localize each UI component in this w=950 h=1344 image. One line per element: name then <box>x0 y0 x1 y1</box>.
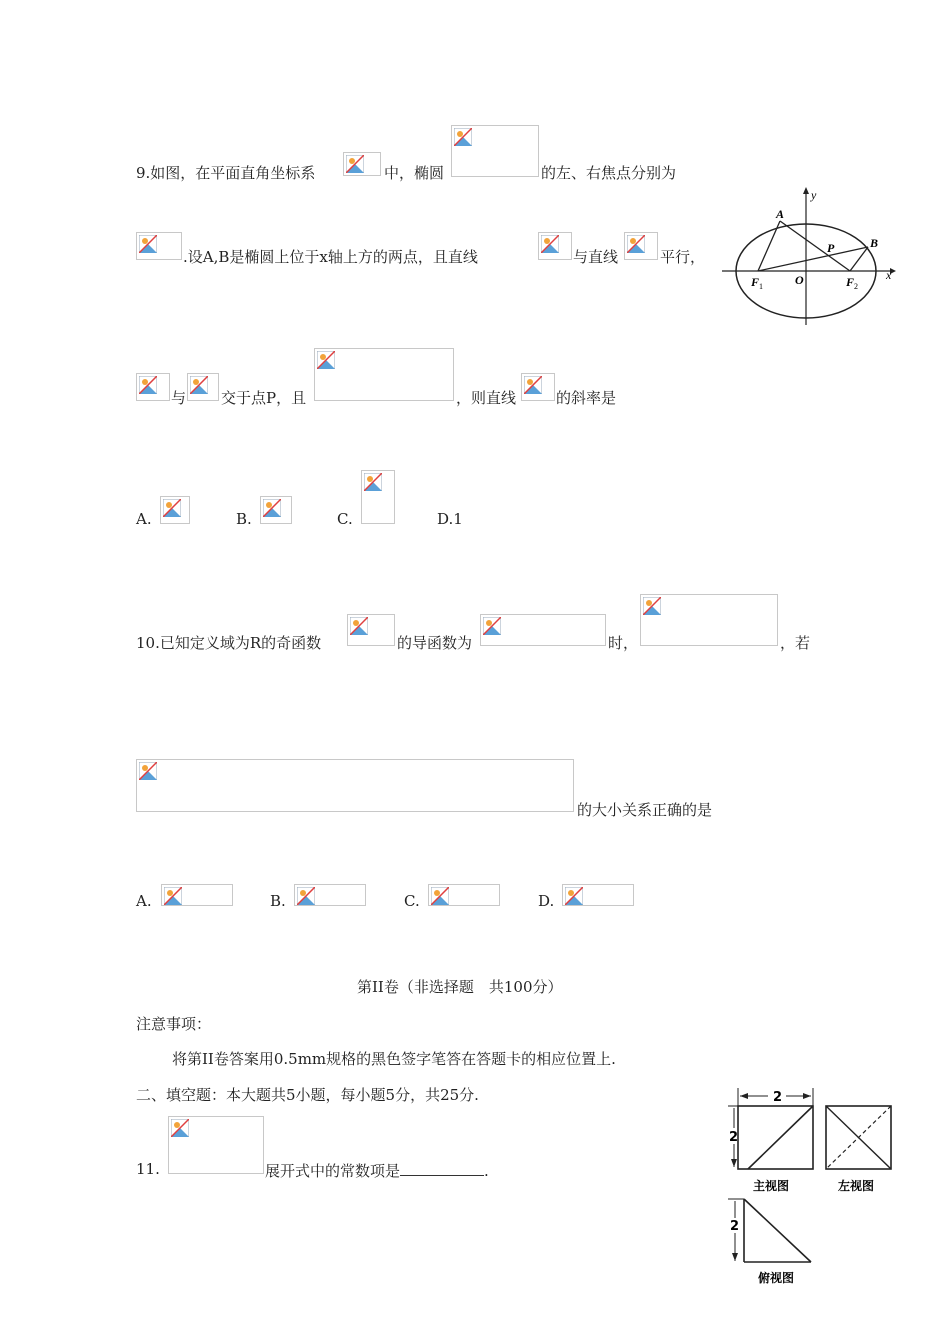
q9-text-mid1: 中，椭圆 <box>384 164 445 182</box>
formula-image-icon <box>347 614 395 646</box>
q10-text-start: 10.已知定义域为R的奇函数 <box>136 634 322 652</box>
notice-body: 将第II卷答案用0.5mm规格的黑色签字笔答在答题卡的相应位置上. <box>172 1050 616 1068</box>
q10-line2: 的大小关系正确的是 <box>577 801 713 819</box>
q10-text-mid2: 时， <box>608 634 639 652</box>
formula-image-icon <box>294 884 366 906</box>
formula-image-icon <box>640 594 778 646</box>
formula-image-icon <box>451 125 539 177</box>
label-o: O <box>795 273 804 287</box>
fill-section-title: 二、填空题：本大题共5小题，每小题5分，共25分. <box>136 1086 479 1104</box>
formula-image-icon <box>521 373 555 401</box>
formula-image-icon <box>260 496 292 524</box>
q11-number: 11. <box>136 1160 160 1178</box>
label-f1-sub: 1 <box>759 282 763 291</box>
line-af1 <box>758 221 780 271</box>
formula-image-icon <box>562 884 634 906</box>
q10-text-end: ，若 <box>780 634 811 652</box>
three-view-figure <box>718 1078 900 1286</box>
q9-line3-b: 交于点P，且 <box>221 389 307 407</box>
line-bf1 <box>758 247 868 271</box>
ellipse-figure <box>718 185 898 330</box>
formula-image-icon <box>136 759 574 812</box>
q11-text <box>265 1160 489 1181</box>
q11-text-end: . <box>484 1162 489 1180</box>
q9-option-d: D.1 <box>437 510 463 528</box>
formula-image-icon <box>428 884 500 906</box>
formula-image-icon <box>480 614 606 646</box>
dim-arrow <box>731 1159 737 1167</box>
q9-line2-c: 平行， <box>660 248 706 266</box>
label-y: y <box>811 188 817 202</box>
formula-image-icon <box>343 152 381 176</box>
top-view-edge <box>744 1199 811 1262</box>
formula-image-icon <box>314 348 454 401</box>
q10-option-d: D. <box>538 892 555 910</box>
q9-line3-c: ，则直线 <box>456 389 517 407</box>
formula-image-icon <box>136 232 182 260</box>
front-view-diagonal <box>748 1106 813 1169</box>
label-f1: F <box>751 275 760 289</box>
y-axis-arrow <box>803 187 809 194</box>
q9-option-a: A. <box>136 510 152 528</box>
dim-arrow <box>803 1093 811 1099</box>
q9-line3-d: 的斜率是 <box>556 389 617 407</box>
label-f2: F <box>846 275 855 289</box>
formula-image-icon <box>624 232 658 260</box>
dim-label-front: 2 <box>729 1130 739 1145</box>
q9-line3-a: 与 <box>171 389 187 407</box>
label-p: P <box>827 241 835 255</box>
section2-title: 第II卷（非选择题 共100分） <box>357 978 563 996</box>
formula-image-icon <box>538 232 572 260</box>
q9-line2-a: .设A,B是椭圆上位于x轴上方的两点，且直线 <box>183 248 478 266</box>
q9-option-b: B. <box>236 510 252 528</box>
dim-arrow <box>732 1253 738 1261</box>
q9-option-c: C. <box>337 510 353 528</box>
q10-option-a: A. <box>136 892 152 910</box>
dim-label-top: 2 <box>773 1090 783 1105</box>
notice-title: 注意事项： <box>136 1015 212 1033</box>
formula-image-icon <box>361 470 395 524</box>
q11-answer-blank[interactable] <box>400 1161 484 1176</box>
formula-image-icon <box>168 1116 264 1174</box>
dim-label-top-view: 2 <box>730 1219 740 1234</box>
formula-image-icon <box>187 373 219 401</box>
q10-option-c: C. <box>404 892 420 910</box>
front-view-label: 主视图 <box>753 1179 790 1193</box>
q9-text-start: 9.如图，在平面直角坐标系 <box>136 164 316 182</box>
front-view <box>738 1106 813 1169</box>
dim-arrow <box>740 1093 748 1099</box>
side-view-label: 左视图 <box>838 1179 875 1193</box>
q10-option-b: B. <box>270 892 286 910</box>
q10-text-mid1: 的导函数为 <box>397 634 473 652</box>
label-a: A <box>776 207 785 221</box>
q9-line2-b: 与直线 <box>573 248 619 266</box>
top-view-label: 俯视图 <box>758 1271 795 1285</box>
formula-image-icon <box>161 884 233 906</box>
formula-image-icon <box>136 373 170 401</box>
label-b: B <box>870 236 879 250</box>
q11-text-body: 展开式中的常数项是 <box>265 1162 401 1180</box>
q9-text-mid2: 的左、右焦点分别为 <box>541 164 677 182</box>
label-x: x <box>886 268 892 282</box>
formula-image-icon <box>160 496 190 524</box>
label-f2-sub: 2 <box>854 282 858 291</box>
